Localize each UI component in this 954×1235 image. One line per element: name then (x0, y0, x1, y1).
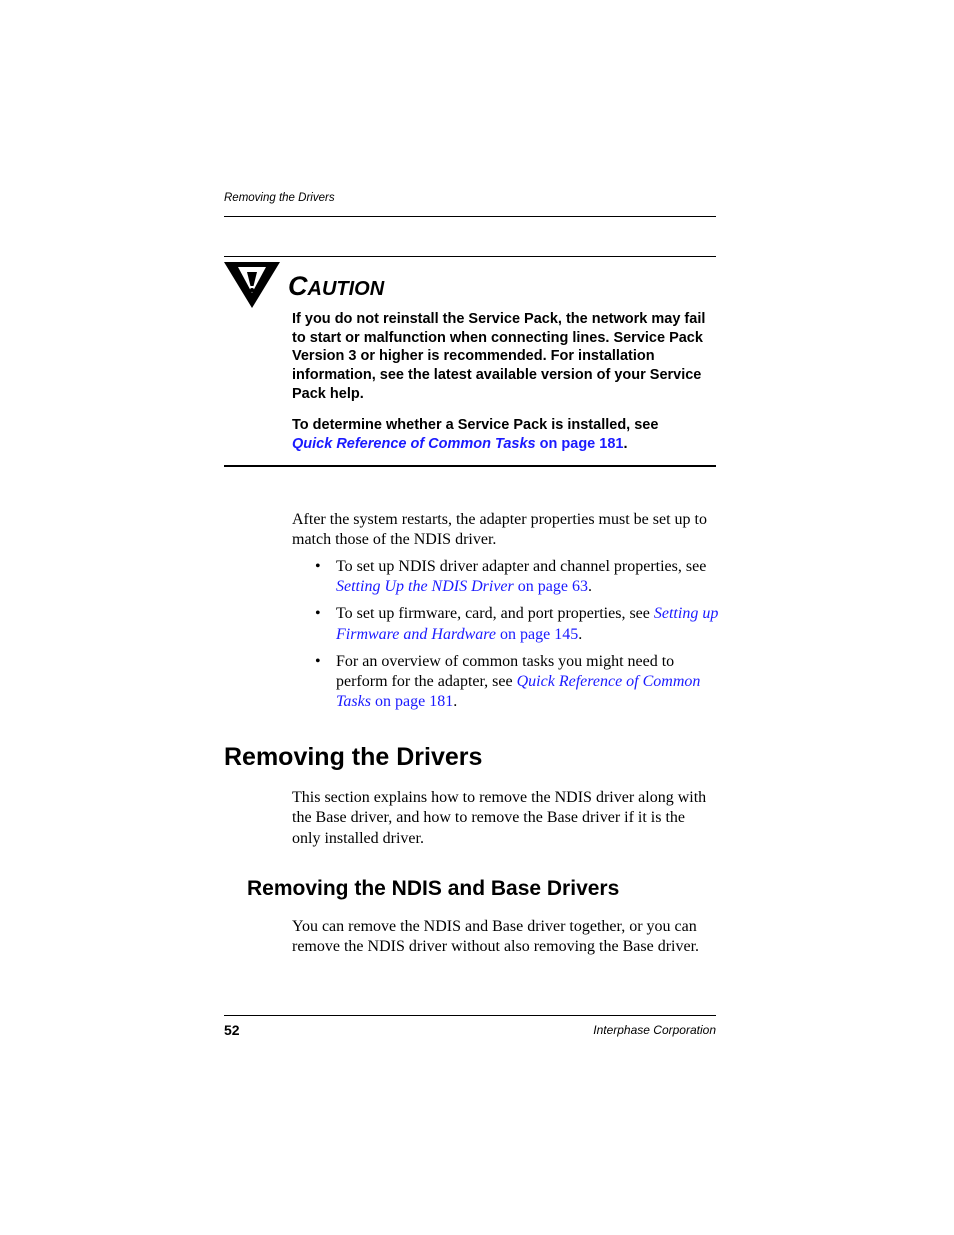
common-tasks-link[interactable]: Quick Reference of Common Tasks (336, 673, 701, 711)
caution-paragraph: If you do not reinstall the Service Pack, the network may fail to start or malfunction when connecting lines. Service Pack Version 3 or higher is recommended. For installation information, see the latest available version of your Service Pack help. (292, 311, 706, 402)
list-item-text: To set up NDIS driver adapter and channel properties, see (336, 558, 707, 575)
bullet-dot: • (315, 652, 321, 670)
list-item (292, 652, 722, 713)
firmware-hardware-link[interactable]: Setting up Firmware and Hardware (336, 605, 719, 643)
quick-reference-link[interactable]: Quick Reference of Common Tasks (292, 435, 536, 452)
caution-ref-prefix: To determine whether a Service Pack is installed, see (292, 417, 659, 433)
header-rule (224, 216, 716, 217)
intro-paragraph: After the system restarts, the adapter properties must be set up to match those of the NDIS driver. (292, 511, 707, 549)
common-tasks-page-link[interactable]: on page 181 (374, 693, 454, 711)
warning-icon (224, 262, 280, 308)
firmware-hardware-page-link[interactable]: on page 145 (500, 625, 579, 643)
footer-company: Interphase Corporation (593, 1023, 716, 1037)
caution-paragraph-reference (292, 416, 722, 453)
bullet-dot: • (315, 558, 321, 575)
section-heading: Removing the Drivers (224, 743, 483, 771)
caution-title-initial: C (288, 271, 308, 301)
running-header: Removing the Drivers (224, 192, 335, 204)
subsection-paragraph: You can remove the NDIS and Base driver together, or you can remove the NDIS driver without also removing the Base driver. (292, 918, 700, 956)
quick-reference-page-link[interactable]: on page 181 (539, 435, 624, 452)
caution-title-rest: AUTION (307, 278, 385, 300)
footer-rule (224, 1015, 716, 1016)
list-item-end: . (587, 578, 592, 596)
reference-list (292, 557, 722, 719)
caution-ref-end: . (623, 435, 628, 452)
section-paragraph: This section explains how to remove the NDIS driver along with the Base driver, and how to remove the Base driver if it is the only installed driver. (292, 789, 707, 847)
setting-up-ndis-link[interactable]: Setting Up the NDIS Driver (336, 578, 514, 596)
list-item-text: For an overview of common tasks you might need to perform for the adapter, see (336, 652, 675, 691)
list-item-text: To set up firmware, card, and port properties, see (336, 605, 650, 623)
caution-top-rule (224, 256, 716, 257)
caution-bottom-rule (224, 465, 716, 467)
page-number: 52 (224, 1022, 240, 1038)
setting-up-ndis-page-link[interactable]: on page 63 (517, 578, 588, 596)
list-item-end: . (453, 693, 458, 711)
list-item-end: . (578, 625, 583, 643)
bullet-dot: • (315, 605, 321, 623)
caution-title (288, 271, 384, 302)
list-item (292, 604, 722, 645)
subsection-heading: Removing the NDIS and Base Drivers (247, 877, 620, 900)
list-item (292, 557, 722, 598)
